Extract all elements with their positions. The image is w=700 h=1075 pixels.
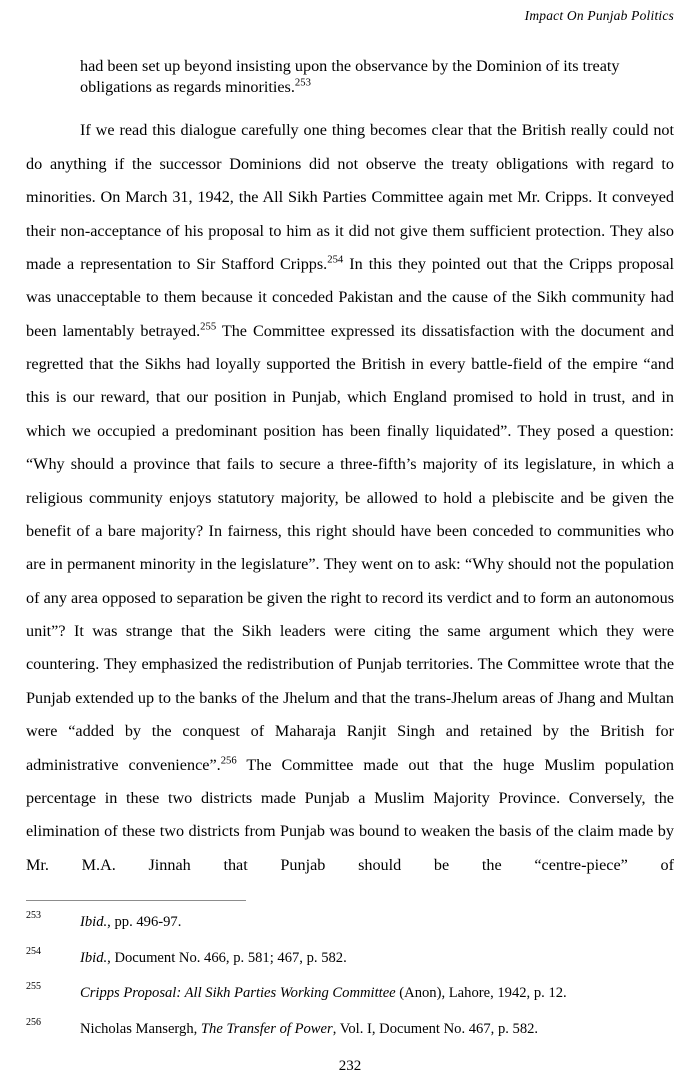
footnote-number: 255: [26, 981, 41, 993]
block-quotation: [80, 56, 620, 97]
footnote-text: Nicholas Mansergh,: [80, 1021, 201, 1038]
paragraph-segment-1: If we read this dialogue carefully one thing becomes clear that the British really could not do anything if the successor Dominions did not observe the treaty obligations with regard to minorities. On March 31, 1942, the All Sikh Parties Committee again met Mr. Cripps. It conveyed their non-acceptance of his proposal to him as it did not give them sufficient protection. They also made a representation to Sir Stafford Cripps.: [26, 121, 674, 273]
paragraph-segment-2: In this they pointed out that the Cripps proposal was unacceptable to them because it conceded Pakistan and the cause of the Sikh community had been lamentably betrayed.: [26, 254, 674, 340]
footnote-text-tail: , Vol. I, Document No. 467, p. 582.: [332, 1021, 539, 1038]
footnote-separator-rule: [26, 900, 246, 901]
footnote-italic-lead: Cripps Proposal: All Sikh Parties Working Committee: [80, 985, 396, 1002]
paragraph-segment-4: The Committee made out that the huge Muslim population percentage in these two districts made Punjab a Muslim Majority Province. Conversely, the elimination of these two districts from Punjab was bound to weaken the basis of the claim made by Mr. M.A. Jinnah that Punjab should be the “centre-piece” of: [26, 755, 674, 874]
footnote-text: , Document No. 466, p. 581; 467, p. 582.: [107, 949, 347, 966]
page-content: [26, 56, 674, 915]
footnote-italic-lead: Ibid.: [80, 949, 108, 966]
footnote-italic-lead: Ibid.: [80, 914, 108, 930]
footnote-number: 253: [26, 910, 41, 921]
footnote-italic-tail: The Transfer of Power: [200, 1021, 333, 1038]
footnote-ref-255: 255: [200, 320, 217, 333]
footnote-ref-253: 253: [294, 76, 311, 89]
footnote-item: [26, 945, 674, 968]
paragraph-segment-3: The Committee expressed its dissatisfaction with the document and regretted that the Sikhs had loyally supported the British in every battle-field of the empire “and this is our reward, that our position in Punjab, which England promised to hold in trust, and in which we occupied a predominant position has been finally liquidated”. They posed a question: “Why should a province that fails to secure a three-fifth’s majority of its legislature, in which a religious community enjoys statutory majority, be allowed to hold a plebiscite and be given the benefit of a bare majority? In fairness, this right should have been conceded to communities who are in permanent minority in the legislature”. They went on to ask: “Why should not the population of any area opposed to separation be given the right to record its verdict and to form an autonomous unit”? It was strange that the Sikh leaders were citing the same argument which they were countering. They emphasized the redistribution of Punjab territories. The Committee wrote that the Punjab extended up to the banks of the Jhelum and that the trans-Jhelum areas of Jhang and Multan were “added by the conquest of Maharaja Ranjit Singh and retained by the British for administrative convenience”.: [26, 321, 674, 774]
block-quotation-text: had been set up beyond insisting upon the observance by the Dominion of its treaty obligations as regards minorities.: [80, 57, 620, 96]
page-folio: 232: [338, 1058, 362, 1074]
footnote-item: [26, 910, 674, 932]
footnote-item: [26, 981, 674, 1003]
footnote-text: , pp. 496-97.: [107, 914, 182, 930]
footnote-item: [26, 1017, 674, 1039]
footnote-number: 254: [26, 945, 41, 957]
running-header: Impact On Punjab Politics: [524, 8, 674, 23]
body-paragraph: [26, 97, 674, 915]
footnote-number: 256: [26, 1017, 41, 1029]
footnote-text: (Anon), Lahore, 1942, p. 12.: [395, 985, 567, 1002]
footnote-ref-256: 256: [220, 754, 237, 767]
footnotes-section: [26, 900, 674, 1056]
footnote-ref-254: 254: [327, 253, 344, 266]
